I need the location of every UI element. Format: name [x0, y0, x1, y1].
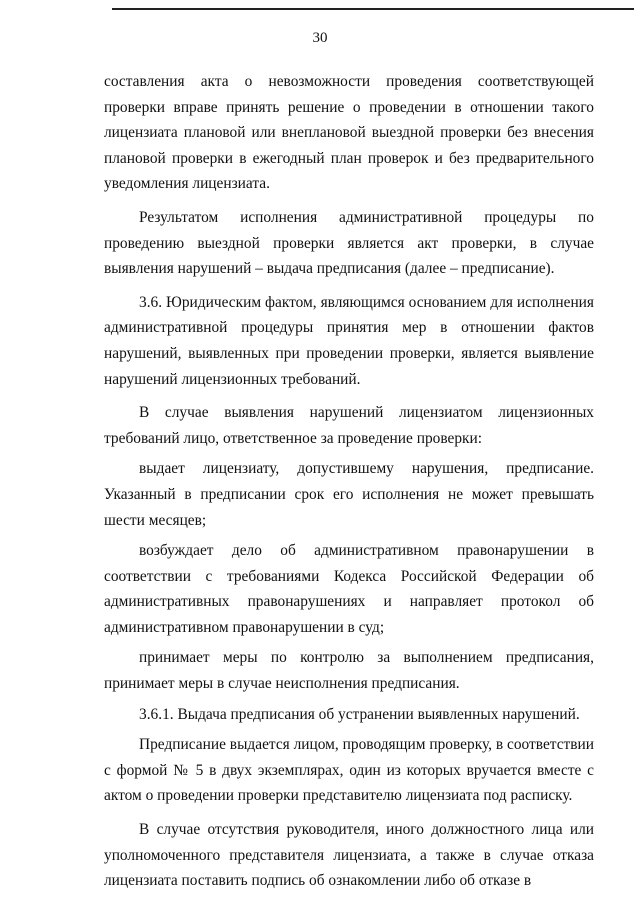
paragraph-9: Предписание выдается лицом, проводящим проверку, в соответствии с формой № 5 в двух экземплярах, один из которых вручается вместе с актом о проведении проверки представителю лицензиата под расписку. — [104, 736, 594, 805]
paragraph-8: 3.6.1. Выдача предписания об устранении выявленных нарушений. — [139, 705, 580, 723]
paragraph-6: возбуждает дело об административном правонарушении в соответствии с требованиями Кодекса Российской Федерации об административных правонарушениях и направляет протокол об административном правонарушении в суд; — [104, 542, 594, 636]
paragraph-4: В случае выявления нарушений лицензиатом лицензионных требований лицо, ответственное за проведение проверки: — [104, 404, 594, 447]
paragraph-1: составления акта о невозможности проведения соответствующей проверки вправе принять решение о проведении в отношении такого лицензиата плановой или внеплановой выездной проверки без внесения плановой проверки в ежегодный план проверок и без предварительного уведомления лицензиата. — [104, 73, 594, 193]
paragraph-2: Результатом исполнения административной процедуры по проведению выездной проверки является акт проверки, в случае выявления нарушений – выдача предписания (далее – предписание). — [104, 208, 594, 278]
paragraph-10: В случае отсутствия руководителя, иного должностного лица или уполномоченного представителя лицензиата, а также в случае отказа лицензиата поставить подпись об ознакомлении либо об отказе в — [104, 821, 594, 890]
top-rule — [112, 8, 634, 10]
document-body — [104, 69, 594, 894]
paragraph-5: выдает лицензиату, допустившему нарушения, предписание. Указанный в предписании срок его исполнения не может превышать шести месяцев; — [104, 460, 594, 529]
paragraph-3: 3.6. Юридическим фактом, являющимся основанием для исполнения административной процедуры принятия мер в отношении фактов нарушений, выявленных при проведении проверки, является выявление нарушений лицензионных требований. — [104, 293, 594, 388]
paragraph-7: принимает меры по контролю за выполнением предписания, принимает меры в случае неисполнения предписания. — [104, 649, 594, 693]
page-number: 30 — [312, 30, 328, 46]
